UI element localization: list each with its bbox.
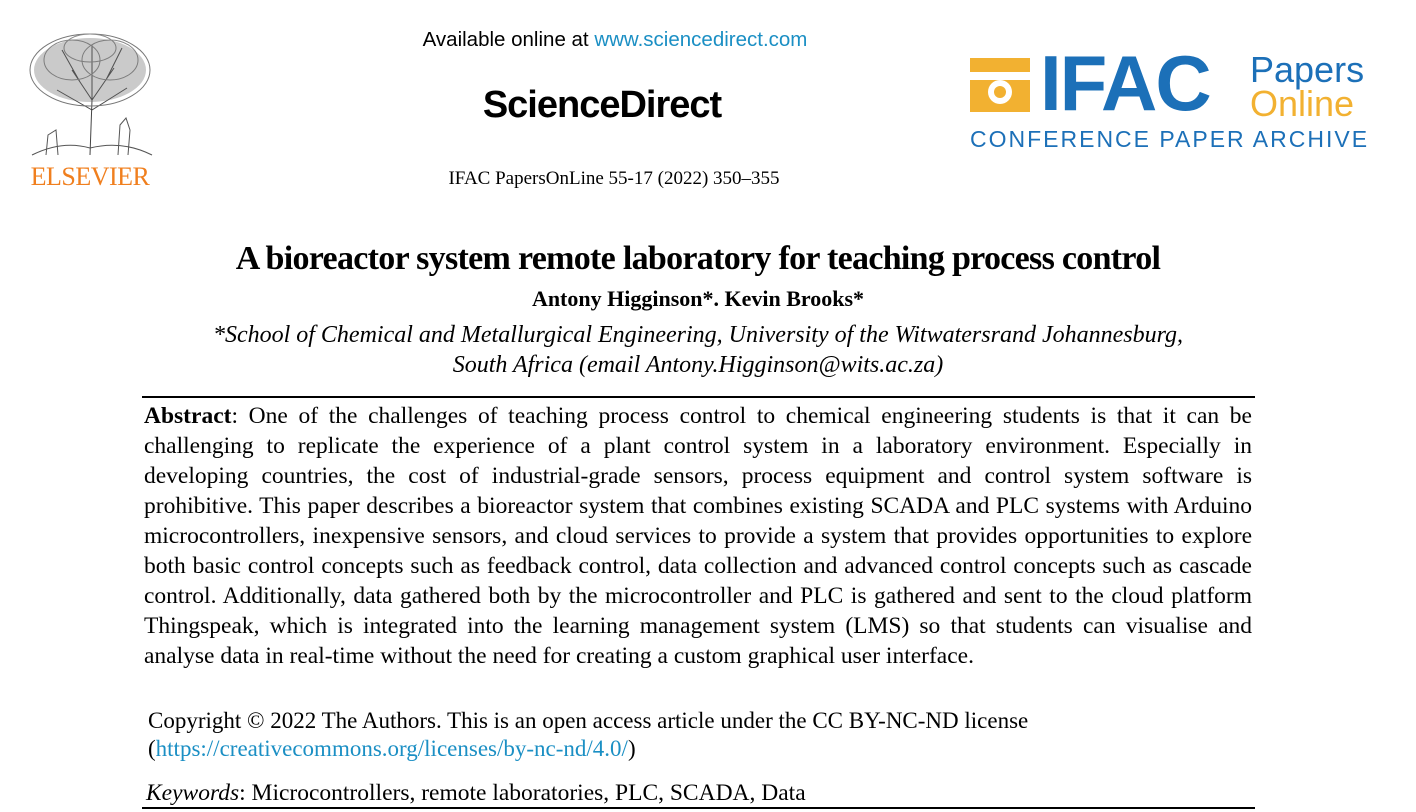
available-prefix: Available online at [422,28,595,51]
paper-authors: Antony Higginson*. Kevin Brooks* [531,286,865,311]
copyright-text: Copyright © 2022 The Authors. This is an open access article under the CC BY-NC-ND license [148,708,1029,733]
copyright-notice [148,707,1148,763]
ifac-papersonline-logo [966,39,1386,160]
affiliation-line-2: South Africa (email Antony.Higginson@wits.ac.za) [452,352,944,378]
journal-citation: IFAC PapersOnLine 55-17 (2022) 350–355 [448,168,780,189]
abstract-label: Abstract [144,403,232,429]
ifac-emblem-icon [970,58,1030,112]
license-link[interactable]: https://creativecommons.org/licenses/by-nc-nd/4.0/ [155,736,628,761]
open-paren: ( [148,736,156,761]
elsevier-tree-icon [22,30,158,160]
sciencedirect-title: ScienceDirect [482,84,722,126]
close-paren: ) [627,736,636,761]
ifac-wordmark: IFAC [1040,39,1210,127]
keywords-text: : Microcontrollers, remote laboratories, PLC, SCADA, Data [239,780,806,806]
keywords-line [146,778,1246,808]
elsevier-wordmark: ELSEVIER [30,162,150,191]
affiliation-line-1: *School of Chemical and Metallurgical Engineering, University of the Witwatersrand Johannesburg, [212,322,1184,348]
keywords-label: Keywords [146,780,240,806]
top-divider [142,396,1255,398]
ifac-archive-text: CONFERENCE PAPER ARCHIVE [970,126,1370,152]
ifac-papers-text: Papers [1250,49,1365,90]
abstract-text: : One of the challenges of teaching process control to chemical engineering students is that it can be challenging to replicate the experience of a plant control system in a laboratory environment. Especially in developing countries, the cost of industrial-grade sensors, process equipment and control system software is prohibitive. This paper describes a bioreactor system that combines existing SCADA and PLC systems with Arduino microcontrollers, inexpensive sensors, and cloud services to provide a system that provides opportunities to explore both basic control concepts such as feedback control, data collection and advanced control concepts such as cascade control. Additionally, data gathered both by the microcontroller and PLC is gathered and sent to the cloud platform Thingspeak, which is integrated into the learning management system (LMS) so that students can visualise and analyse data in real-time without the need for creating a custom graphical user interface. [144,403,1252,669]
abstract-paragraph [144,401,1252,671]
ifac-online-text: Online [1250,83,1355,124]
available-online-line [300,28,930,52]
paper-title: A bioreactor system remote laboratory for teaching process control [235,240,1161,277]
elsevier-logo [22,30,158,190]
bottom-divider [142,807,1255,809]
sciencedirect-link[interactable]: www.sciencedirect.com [594,28,808,51]
